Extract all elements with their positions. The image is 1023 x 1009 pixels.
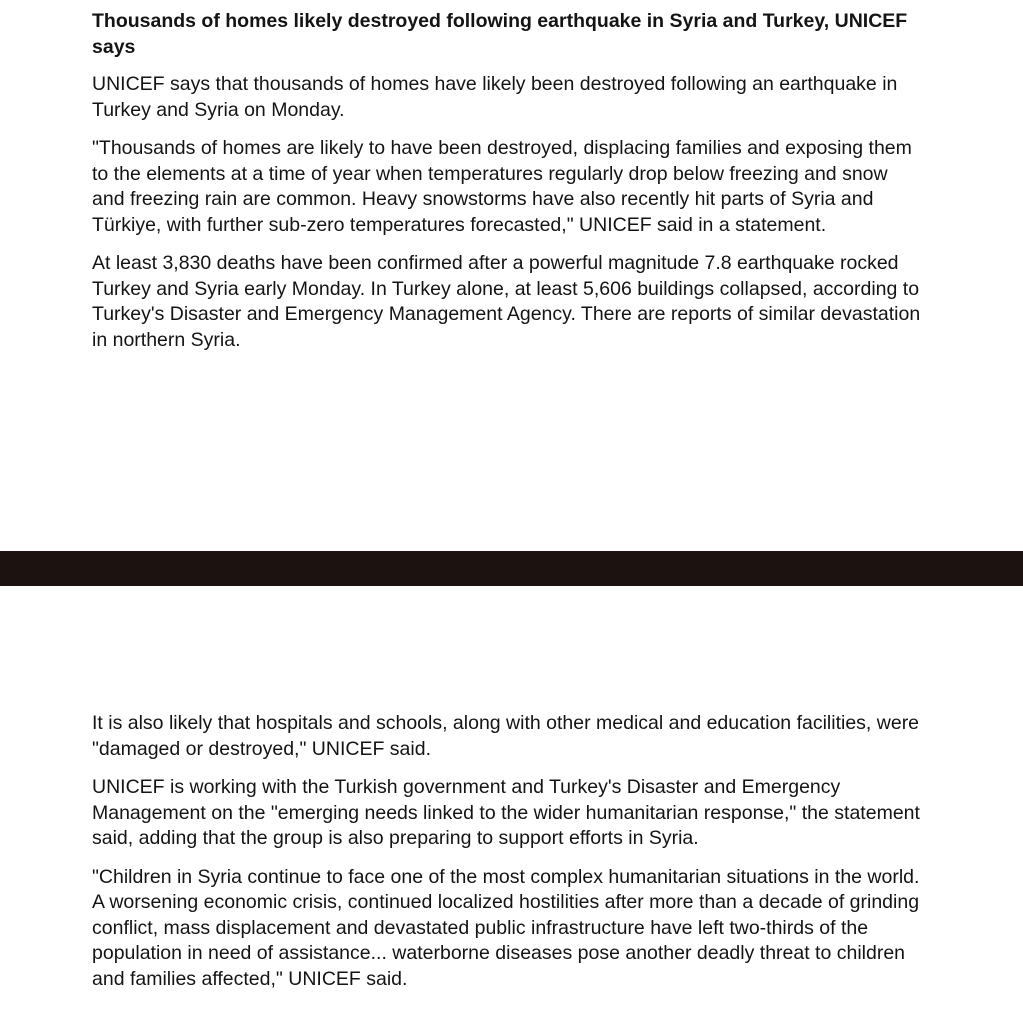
article-paragraph: At least 3,830 deaths have been confirmed after a powerful magnitude 7.8 earthquake rocked Turkey and Syria early Monday. In Turkey alone, at least 5,606 buildings collapsed, according to Turkey's Disaster and Emergency Management Agency. There are reports of similar devastation in northern Syria. <box>92 252 921 351</box>
article-headline: Thousands of homes likely destroyed following earthquake in Syria and Turkey, UNICEF says <box>92 10 908 58</box>
dark-divider-bar <box>0 551 1023 586</box>
article-bottom-section <box>92 711 922 1005</box>
article-paragraph: "Children in Syria continue to face one of the most complex humanitarian situations in the world. A worsening economic crisis, continued localized hostilities after more than a decade of grinding conflict, mass displacement and devastated public infrastructure have left two-thirds of the population in need of assistance... waterborne diseases pose another deadly threat to children and families affected," UNICEF said. <box>92 865 920 990</box>
article-paragraph: UNICEF is working with the Turkish government and Turkey's Disaster and Emergency Management on the "emerging needs linked to the wider humanitarian response," the statement said, adding that the group is also preparing to support efforts in Syria. <box>92 776 920 849</box>
article-paragraph: "Thousands of homes are likely to have been destroyed, displacing families and exposing them to the elements at a time of year when temperatures regularly drop below freezing and snow and freezing rain are common. Heavy snowstorms have also recently hit parts of Syria and Türkiye, with further sub-zero temperatures forecasted," UNICEF said in a statement. <box>92 137 912 236</box>
article-paragraph: It is also likely that hospitals and schools, along with other medical and education facilities, were "damaged or destroyed," UNICEF said. <box>92 712 920 760</box>
article-top-section <box>92 8 922 366</box>
article-paragraph: UNICEF says that thousands of homes have likely been destroyed following an earthquake in Turkey and Syria on Monday. <box>92 73 898 121</box>
